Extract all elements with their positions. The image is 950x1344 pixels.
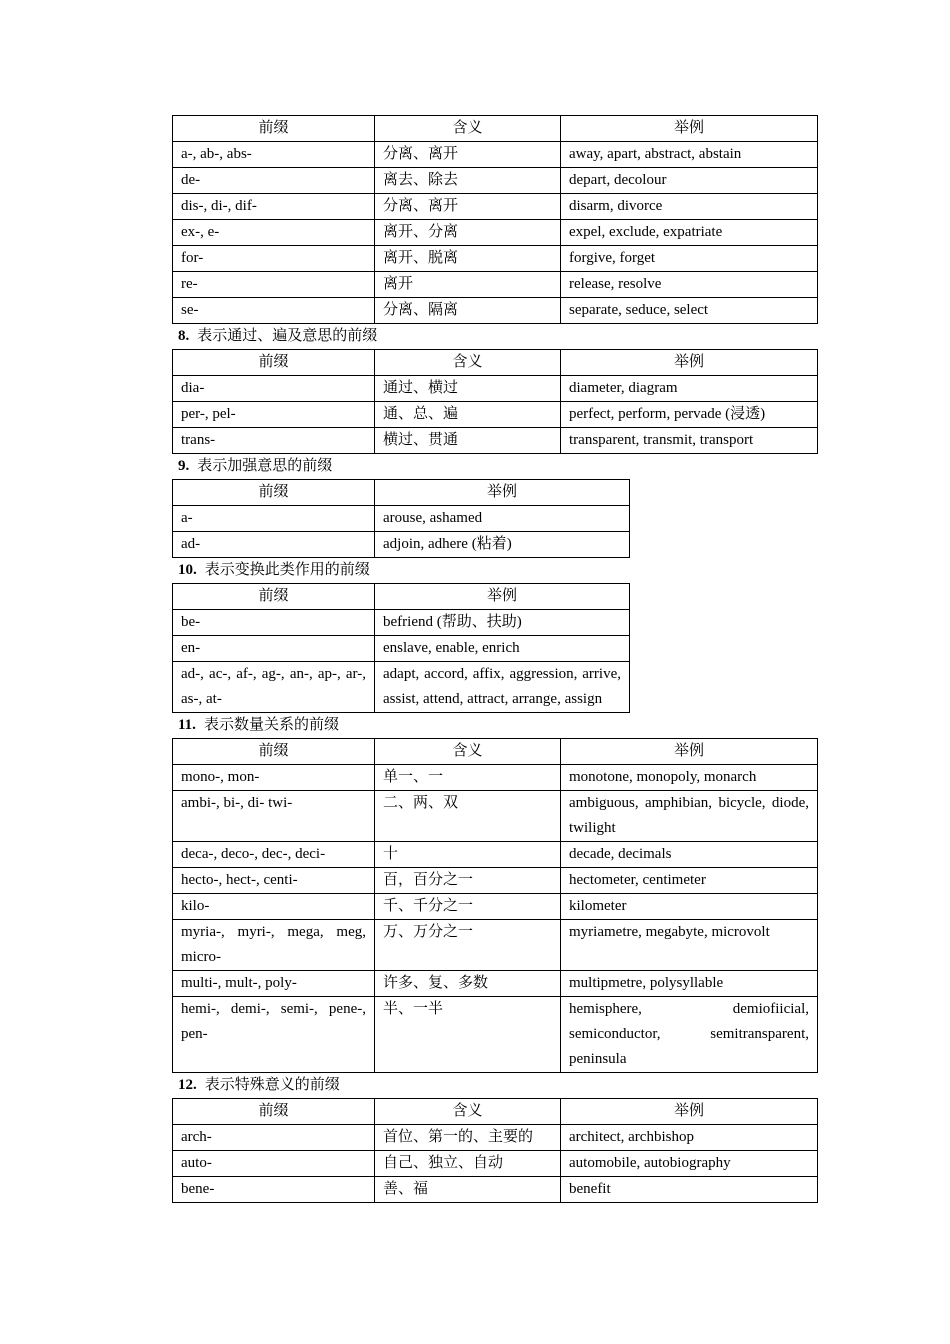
table-cell: 分离、隔离 (375, 298, 561, 324)
column-header: 含义 (375, 116, 561, 142)
section-number: 9. (178, 458, 190, 474)
table-cell: myria-, myri-, mega, meg, micro- (173, 920, 375, 971)
section-title: 表示加强意思的前缀 (197, 458, 333, 474)
table-cell: 首位、第一的、主要的 (375, 1125, 561, 1151)
table-cell: 半、一半 (375, 997, 561, 1073)
table-cell: ad-, ac-, af-, ag-, an-, ap-, ar-, as-, at- (173, 662, 375, 713)
table-cell: dia- (173, 376, 375, 402)
table-row (173, 220, 818, 246)
table-cell: decade, decimals (561, 842, 818, 868)
prefix-table (172, 1098, 818, 1203)
table-row (173, 428, 818, 454)
table-cell: ex-, e- (173, 220, 375, 246)
section-title: 表示数量关系的前缀 (203, 717, 339, 733)
table-row (173, 662, 630, 713)
table-header-row (173, 739, 818, 765)
column-header: 举例 (561, 116, 818, 142)
table-cell: 通、总、遍 (375, 402, 561, 428)
table-cell: 百，百分之一 (375, 868, 561, 894)
table-cell: 分离、离开 (375, 194, 561, 220)
table-cell: adjoin, adhere (粘着) (375, 532, 630, 558)
table-cell: away, apart, abstract, abstain (561, 142, 818, 168)
table-cell: ad- (173, 532, 375, 558)
table-cell: expel, exclude, expatriate (561, 220, 818, 246)
table-row (173, 636, 630, 662)
column-header: 举例 (561, 350, 818, 376)
table-cell: 万、万分之一 (375, 920, 561, 971)
table-cell: be- (173, 610, 375, 636)
table-cell: befriend (帮助、扶助) (375, 610, 630, 636)
table-row (173, 1151, 818, 1177)
table-row (173, 298, 818, 324)
table-cell: bene- (173, 1177, 375, 1203)
table-row (173, 765, 818, 791)
table-row (173, 1177, 818, 1203)
prefix-table (172, 583, 630, 713)
table-row (173, 971, 818, 997)
section-heading (172, 713, 817, 738)
table-cell: benefit (561, 1177, 818, 1203)
table-row (173, 791, 818, 842)
prefix-table (172, 115, 818, 324)
table-cell: separate, seduce, select (561, 298, 818, 324)
section-title: 表示变换此类作用的前缀 (204, 562, 370, 578)
column-header: 前缀 (173, 480, 375, 506)
table-cell: per-, pel- (173, 402, 375, 428)
table-cell: hecto-, hect-, centi- (173, 868, 375, 894)
table-row (173, 168, 818, 194)
table-cell: kilometer (561, 894, 818, 920)
table-row (173, 532, 630, 558)
table-cell: dis-, di-, dif- (173, 194, 375, 220)
table-cell: 横过、贯通 (375, 428, 561, 454)
table-cell: myriametre, megabyte, microvolt (561, 920, 818, 971)
table-cell: depart, decolour (561, 168, 818, 194)
table-row (173, 246, 818, 272)
column-header: 举例 (561, 739, 818, 765)
table-cell: a- (173, 506, 375, 532)
table-row (173, 194, 818, 220)
table-cell: 十 (375, 842, 561, 868)
table-header-row (173, 480, 630, 506)
table-cell: disarm, divorce (561, 194, 818, 220)
table-cell: hemisphere, demiofiicial, semiconductor, semitransparent, peninsula (561, 997, 818, 1073)
table-cell: 单一、一 (375, 765, 561, 791)
table-cell: trans- (173, 428, 375, 454)
table-cell: 离开、分离 (375, 220, 561, 246)
table-row (173, 610, 630, 636)
column-header: 前缀 (173, 116, 375, 142)
column-header: 含义 (375, 1099, 561, 1125)
section-heading (172, 558, 817, 583)
section-heading (172, 1073, 817, 1098)
column-header: 前缀 (173, 350, 375, 376)
table-cell: de- (173, 168, 375, 194)
section-heading (172, 454, 817, 479)
table-cell: forgive, forget (561, 246, 818, 272)
section-heading (172, 324, 817, 349)
table-cell: architect, archbishop (561, 1125, 818, 1151)
document-page (172, 115, 817, 1203)
table-cell: arouse, ashamed (375, 506, 630, 532)
table-cell: 善、福 (375, 1177, 561, 1203)
table-cell: deca-, deco-, dec-, deci- (173, 842, 375, 868)
column-header: 举例 (561, 1099, 818, 1125)
table-cell: auto- (173, 1151, 375, 1177)
table-cell: 通过、横过 (375, 376, 561, 402)
column-header: 前缀 (173, 584, 375, 610)
table-cell: monotone, monopoly, monarch (561, 765, 818, 791)
table-cell: adapt, accord, affix, aggression, arrive, assist, attend, attract, arrange, assign (375, 662, 630, 713)
table-row (173, 376, 818, 402)
table-cell: for- (173, 246, 375, 272)
table-cell: enslave, enable, enrich (375, 636, 630, 662)
table-row (173, 842, 818, 868)
table-row (173, 402, 818, 428)
table-cell: re- (173, 272, 375, 298)
table-cell: hectometer, centimeter (561, 868, 818, 894)
table-row (173, 142, 818, 168)
table-cell: 自己、独立、自动 (375, 1151, 561, 1177)
table-cell: 离开、脱离 (375, 246, 561, 272)
column-header: 含义 (375, 350, 561, 376)
table-cell: a-, ab-, abs- (173, 142, 375, 168)
table-cell: 离开 (375, 272, 561, 298)
column-header: 含义 (375, 739, 561, 765)
prefix-table (172, 349, 818, 454)
table-header-row (173, 350, 818, 376)
table-cell: 分离、离开 (375, 142, 561, 168)
section-number: 8. (178, 328, 190, 344)
table-cell: release, resolve (561, 272, 818, 298)
table-row (173, 1125, 818, 1151)
table-cell: 千、千分之一 (375, 894, 561, 920)
table-row (173, 506, 630, 532)
table-cell: 许多、复、多数 (375, 971, 561, 997)
prefix-table (172, 479, 630, 558)
table-cell: arch- (173, 1125, 375, 1151)
table-cell: multi-, mult-, poly- (173, 971, 375, 997)
table-cell: ambiguous, amphibian, bicycle, diode, twilight (561, 791, 818, 842)
table-cell: se- (173, 298, 375, 324)
table-cell: ambi-, bi-, di- twi- (173, 791, 375, 842)
table-cell: 离去、除去 (375, 168, 561, 194)
column-header: 前缀 (173, 739, 375, 765)
table-row (173, 997, 818, 1073)
table-header-row (173, 116, 818, 142)
table-header-row (173, 584, 630, 610)
section-title: 表示通过、遍及意思的前缀 (197, 328, 378, 344)
table-cell: perfect, perform, pervade (浸透) (561, 402, 818, 428)
table-cell: 二、两、双 (375, 791, 561, 842)
table-header-row (173, 1099, 818, 1125)
section-number: 11. (178, 717, 196, 733)
column-header: 举例 (375, 480, 630, 506)
table-row (173, 868, 818, 894)
table-cell: en- (173, 636, 375, 662)
prefix-table (172, 738, 818, 1073)
column-header: 前缀 (173, 1099, 375, 1125)
table-cell: mono-, mon- (173, 765, 375, 791)
table-row (173, 894, 818, 920)
section-number: 12. (178, 1077, 197, 1093)
table-row (173, 272, 818, 298)
table-cell: multipmetre, polysyllable (561, 971, 818, 997)
table-cell: automobile, autobiography (561, 1151, 818, 1177)
table-cell: kilo- (173, 894, 375, 920)
column-header: 举例 (375, 584, 630, 610)
table-cell: transparent, transmit, transport (561, 428, 818, 454)
section-number: 10. (178, 562, 197, 578)
table-cell: diameter, diagram (561, 376, 818, 402)
table-row (173, 920, 818, 971)
table-cell: hemi-, demi-, semi-, pene-, pen- (173, 997, 375, 1073)
section-title: 表示特殊意义的前缀 (204, 1077, 340, 1093)
